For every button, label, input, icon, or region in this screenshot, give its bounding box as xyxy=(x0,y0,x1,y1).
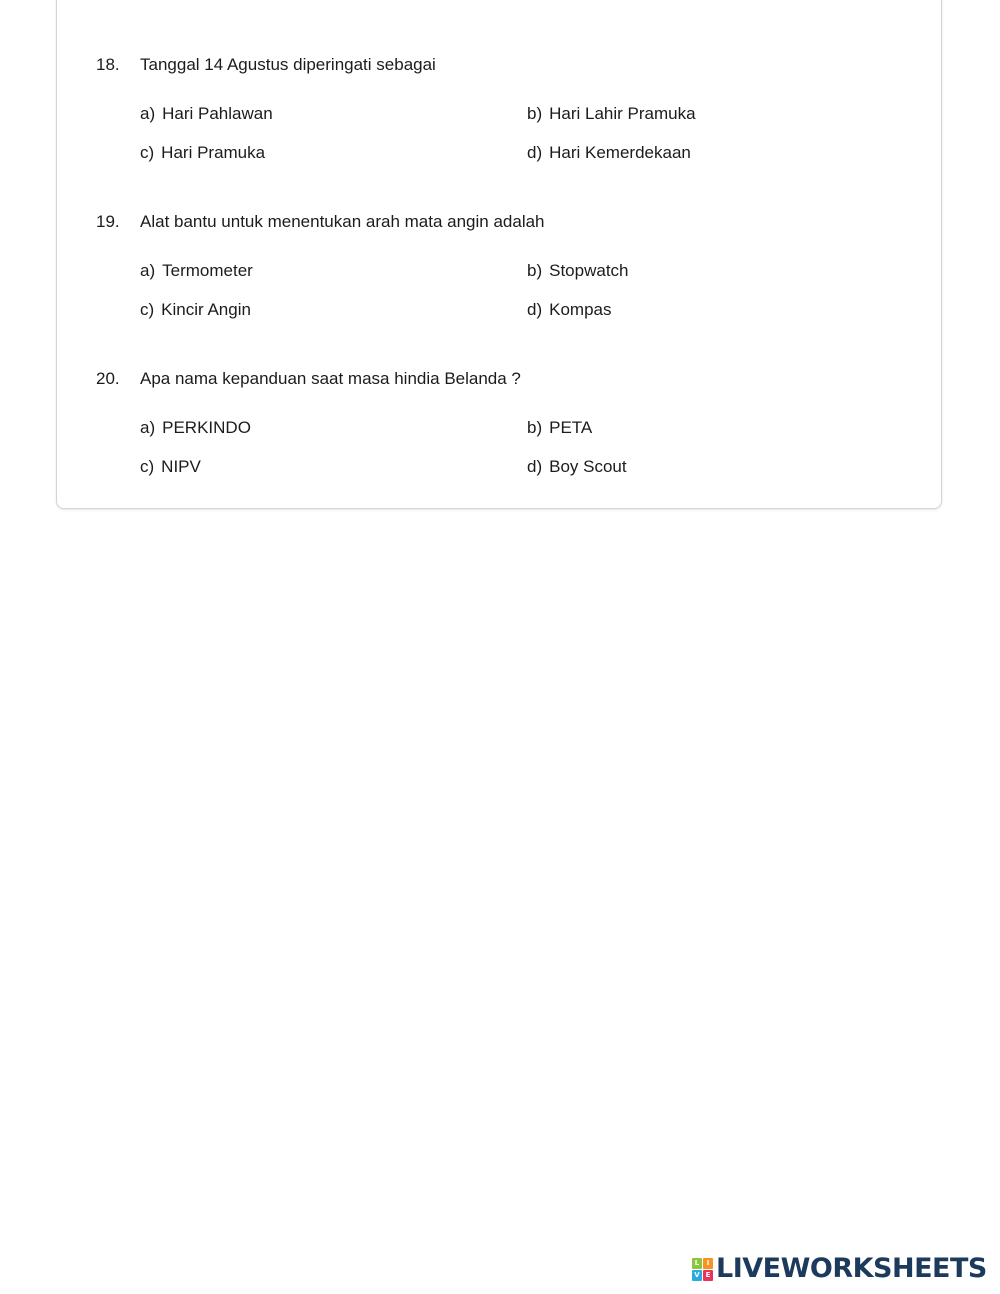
option-d[interactable] xyxy=(527,143,691,163)
option-text: Hari Kemerdekaan xyxy=(549,143,691,162)
option-text: PETA xyxy=(549,418,593,437)
option-letter: a) xyxy=(140,104,156,123)
option-text: Hari Lahir Pramuka xyxy=(549,104,696,123)
question-text: Apa nama kepanduan saat masa hindia Belanda ? xyxy=(140,369,521,388)
logo-text: LIVEWORKSHEETS xyxy=(716,1253,987,1284)
option-letter: c) xyxy=(140,300,155,319)
option-b[interactable] xyxy=(527,104,696,124)
option-text: PERKINDO xyxy=(162,418,251,437)
question-number: 18. xyxy=(96,55,120,74)
option-letter: d) xyxy=(527,143,543,162)
logo-mark-cell: E xyxy=(703,1270,713,1281)
option-text: Kincir Angin xyxy=(161,300,251,319)
option-c[interactable] xyxy=(140,457,201,477)
liveworksheets-logo-icon xyxy=(692,1258,712,1280)
option-c[interactable] xyxy=(140,143,265,163)
option-a[interactable] xyxy=(140,104,273,124)
logo-mark-cell: I xyxy=(703,1258,713,1269)
option-letter: a) xyxy=(140,261,156,280)
option-letter: a) xyxy=(140,418,156,437)
option-letter: c) xyxy=(140,143,155,162)
option-letter: b) xyxy=(527,104,543,123)
option-text: Hari Pahlawan xyxy=(162,104,273,123)
option-text: Termometer xyxy=(162,261,253,280)
logo-mark-cell: L xyxy=(692,1258,702,1269)
option-a[interactable] xyxy=(140,261,253,281)
option-a[interactable] xyxy=(140,418,251,438)
option-b[interactable] xyxy=(527,261,629,281)
option-c[interactable] xyxy=(140,300,251,320)
option-text: Kompas xyxy=(549,300,612,319)
option-text: Hari Pramuka xyxy=(161,143,266,162)
option-letter: d) xyxy=(527,300,543,319)
question-text: Tanggal 14 Agustus diperingati sebagai xyxy=(140,55,436,74)
option-text: Boy Scout xyxy=(549,457,627,476)
option-letter: b) xyxy=(527,418,543,437)
question-text: Alat bantu untuk menentukan arah mata angin adalah xyxy=(140,212,545,231)
option-d[interactable] xyxy=(527,457,627,477)
option-text: Stopwatch xyxy=(549,261,629,280)
logo-mark-cell: V xyxy=(692,1270,702,1281)
option-d[interactable] xyxy=(527,300,612,320)
option-letter: d) xyxy=(527,457,543,476)
liveworksheets-logo xyxy=(692,1254,987,1284)
question-number: 19. xyxy=(96,212,120,231)
option-letter: b) xyxy=(527,261,543,280)
option-letter: c) xyxy=(140,457,155,476)
question-number: 20. xyxy=(96,369,120,388)
option-b[interactable] xyxy=(527,418,592,438)
option-text: NIPV xyxy=(161,457,201,476)
